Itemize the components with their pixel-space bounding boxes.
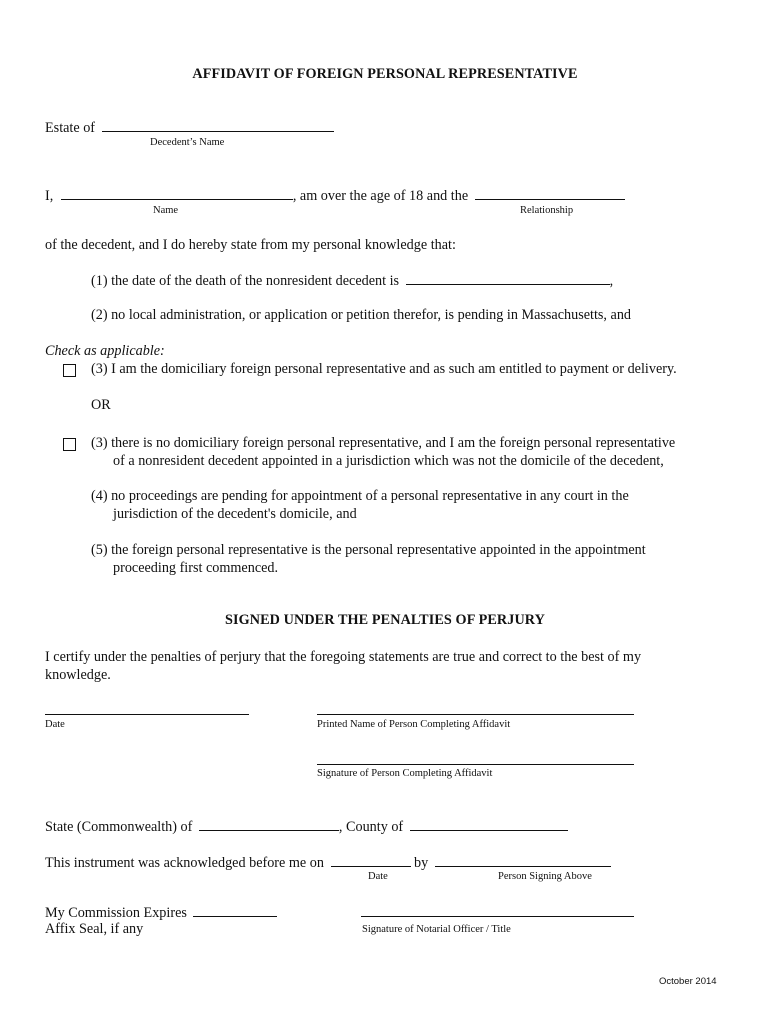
relationship-field[interactable] bbox=[475, 186, 625, 200]
item-5-line-2: proceeding first commenced. bbox=[113, 560, 279, 576]
notary-signature-line[interactable] bbox=[361, 916, 634, 917]
item-1-text: (1) the date of the death of the nonresident decedent is bbox=[91, 273, 400, 289]
ack-date-label: Date bbox=[368, 871, 388, 882]
certify-line-2: knowledge. bbox=[45, 667, 111, 683]
item-2: (2) no local administration, or application or petition therefor, is pending in Massachusetts, and bbox=[91, 307, 632, 323]
certify-line-1: I certify under the penalties of perjury that the foregoing statements are true and correct to the best of my bbox=[45, 649, 642, 665]
person-signing-field[interactable] bbox=[435, 853, 611, 867]
item-1 bbox=[91, 271, 613, 290]
county-label: , County of bbox=[338, 819, 404, 835]
estate-row bbox=[45, 118, 334, 137]
non-domiciliary-checkbox[interactable] bbox=[63, 438, 76, 451]
commission-label: My Commission Expires bbox=[45, 905, 187, 921]
domiciliary-checkbox[interactable] bbox=[63, 364, 76, 377]
intro-prefix: I, bbox=[45, 188, 54, 204]
notary-signature-label: Signature of Notarial Officer / Title bbox=[362, 924, 511, 935]
item-3b-line-1: (3) there is no domiciliary foreign personal representative, and I am the foreign personal representative bbox=[91, 435, 676, 451]
item-3b-line-2: of a nonresident decedent appointed in a jurisdiction which was not the domicile of the decedent, bbox=[113, 453, 664, 469]
state-label: State (Commonwealth) of bbox=[45, 819, 193, 835]
signature-label: Signature of Person Completing Affidavit bbox=[317, 768, 493, 779]
item-4-line-2: jurisdiction of the decedent's domicile, and bbox=[113, 506, 357, 522]
item-3a: (3) I am the domiciliary foreign personal representative and as such am entitled to payment or delivery. bbox=[91, 361, 677, 377]
item-4-line-1: (4) no proceedings are pending for appointment of a personal representative in any court in the bbox=[91, 488, 629, 504]
printed-name-line[interactable] bbox=[317, 714, 634, 715]
name-label: Name bbox=[153, 205, 179, 216]
affix-seal-label: Affix Seal, if any bbox=[45, 921, 144, 937]
estate-label: Estate of bbox=[45, 120, 96, 136]
intro-row bbox=[45, 186, 625, 205]
item-1-suffix: , bbox=[609, 273, 614, 289]
decedent-name-field[interactable] bbox=[102, 118, 334, 132]
decedent-name-label: Decedent’s Name bbox=[150, 137, 225, 148]
item-5-line-1: (5) the foreign personal representative is the personal representative appointed in the appointment bbox=[91, 542, 646, 558]
by-text: by bbox=[414, 855, 429, 871]
signed-heading: SIGNED UNDER THE PENALTIES OF PERJURY bbox=[225, 612, 545, 628]
printed-name-label: Printed Name of Person Completing Affidavit bbox=[317, 719, 511, 730]
date-signature-line[interactable] bbox=[45, 714, 249, 715]
intro-continuation: of the decedent, and I do hereby state from my personal knowledge that: bbox=[45, 237, 456, 253]
acknowledgement-date-field[interactable] bbox=[331, 853, 411, 867]
state-field[interactable] bbox=[199, 817, 339, 831]
name-field[interactable] bbox=[61, 186, 293, 200]
intro-middle: , am over the age of 18 and the bbox=[292, 188, 469, 204]
signature-line[interactable] bbox=[317, 764, 634, 765]
date-label: Date bbox=[45, 719, 65, 730]
county-field[interactable] bbox=[410, 817, 568, 831]
relationship-label: Relationship bbox=[520, 205, 574, 216]
footer-date: October 2014 bbox=[659, 976, 717, 987]
date-of-death-field[interactable] bbox=[406, 271, 610, 285]
commission-expires-field[interactable] bbox=[193, 903, 277, 917]
document-title: AFFIDAVIT OF FOREIGN PERSONAL REPRESENTATIVE bbox=[192, 66, 578, 82]
person-signing-label: Person Signing Above bbox=[498, 871, 592, 882]
check-as-applicable-label: Check as applicable: bbox=[45, 343, 165, 359]
acknowledgement-row bbox=[45, 853, 611, 872]
or-text: OR bbox=[91, 397, 111, 413]
acknowledgement-text: This instrument was acknowledged before me on bbox=[45, 855, 324, 871]
state-county-row bbox=[45, 817, 568, 836]
